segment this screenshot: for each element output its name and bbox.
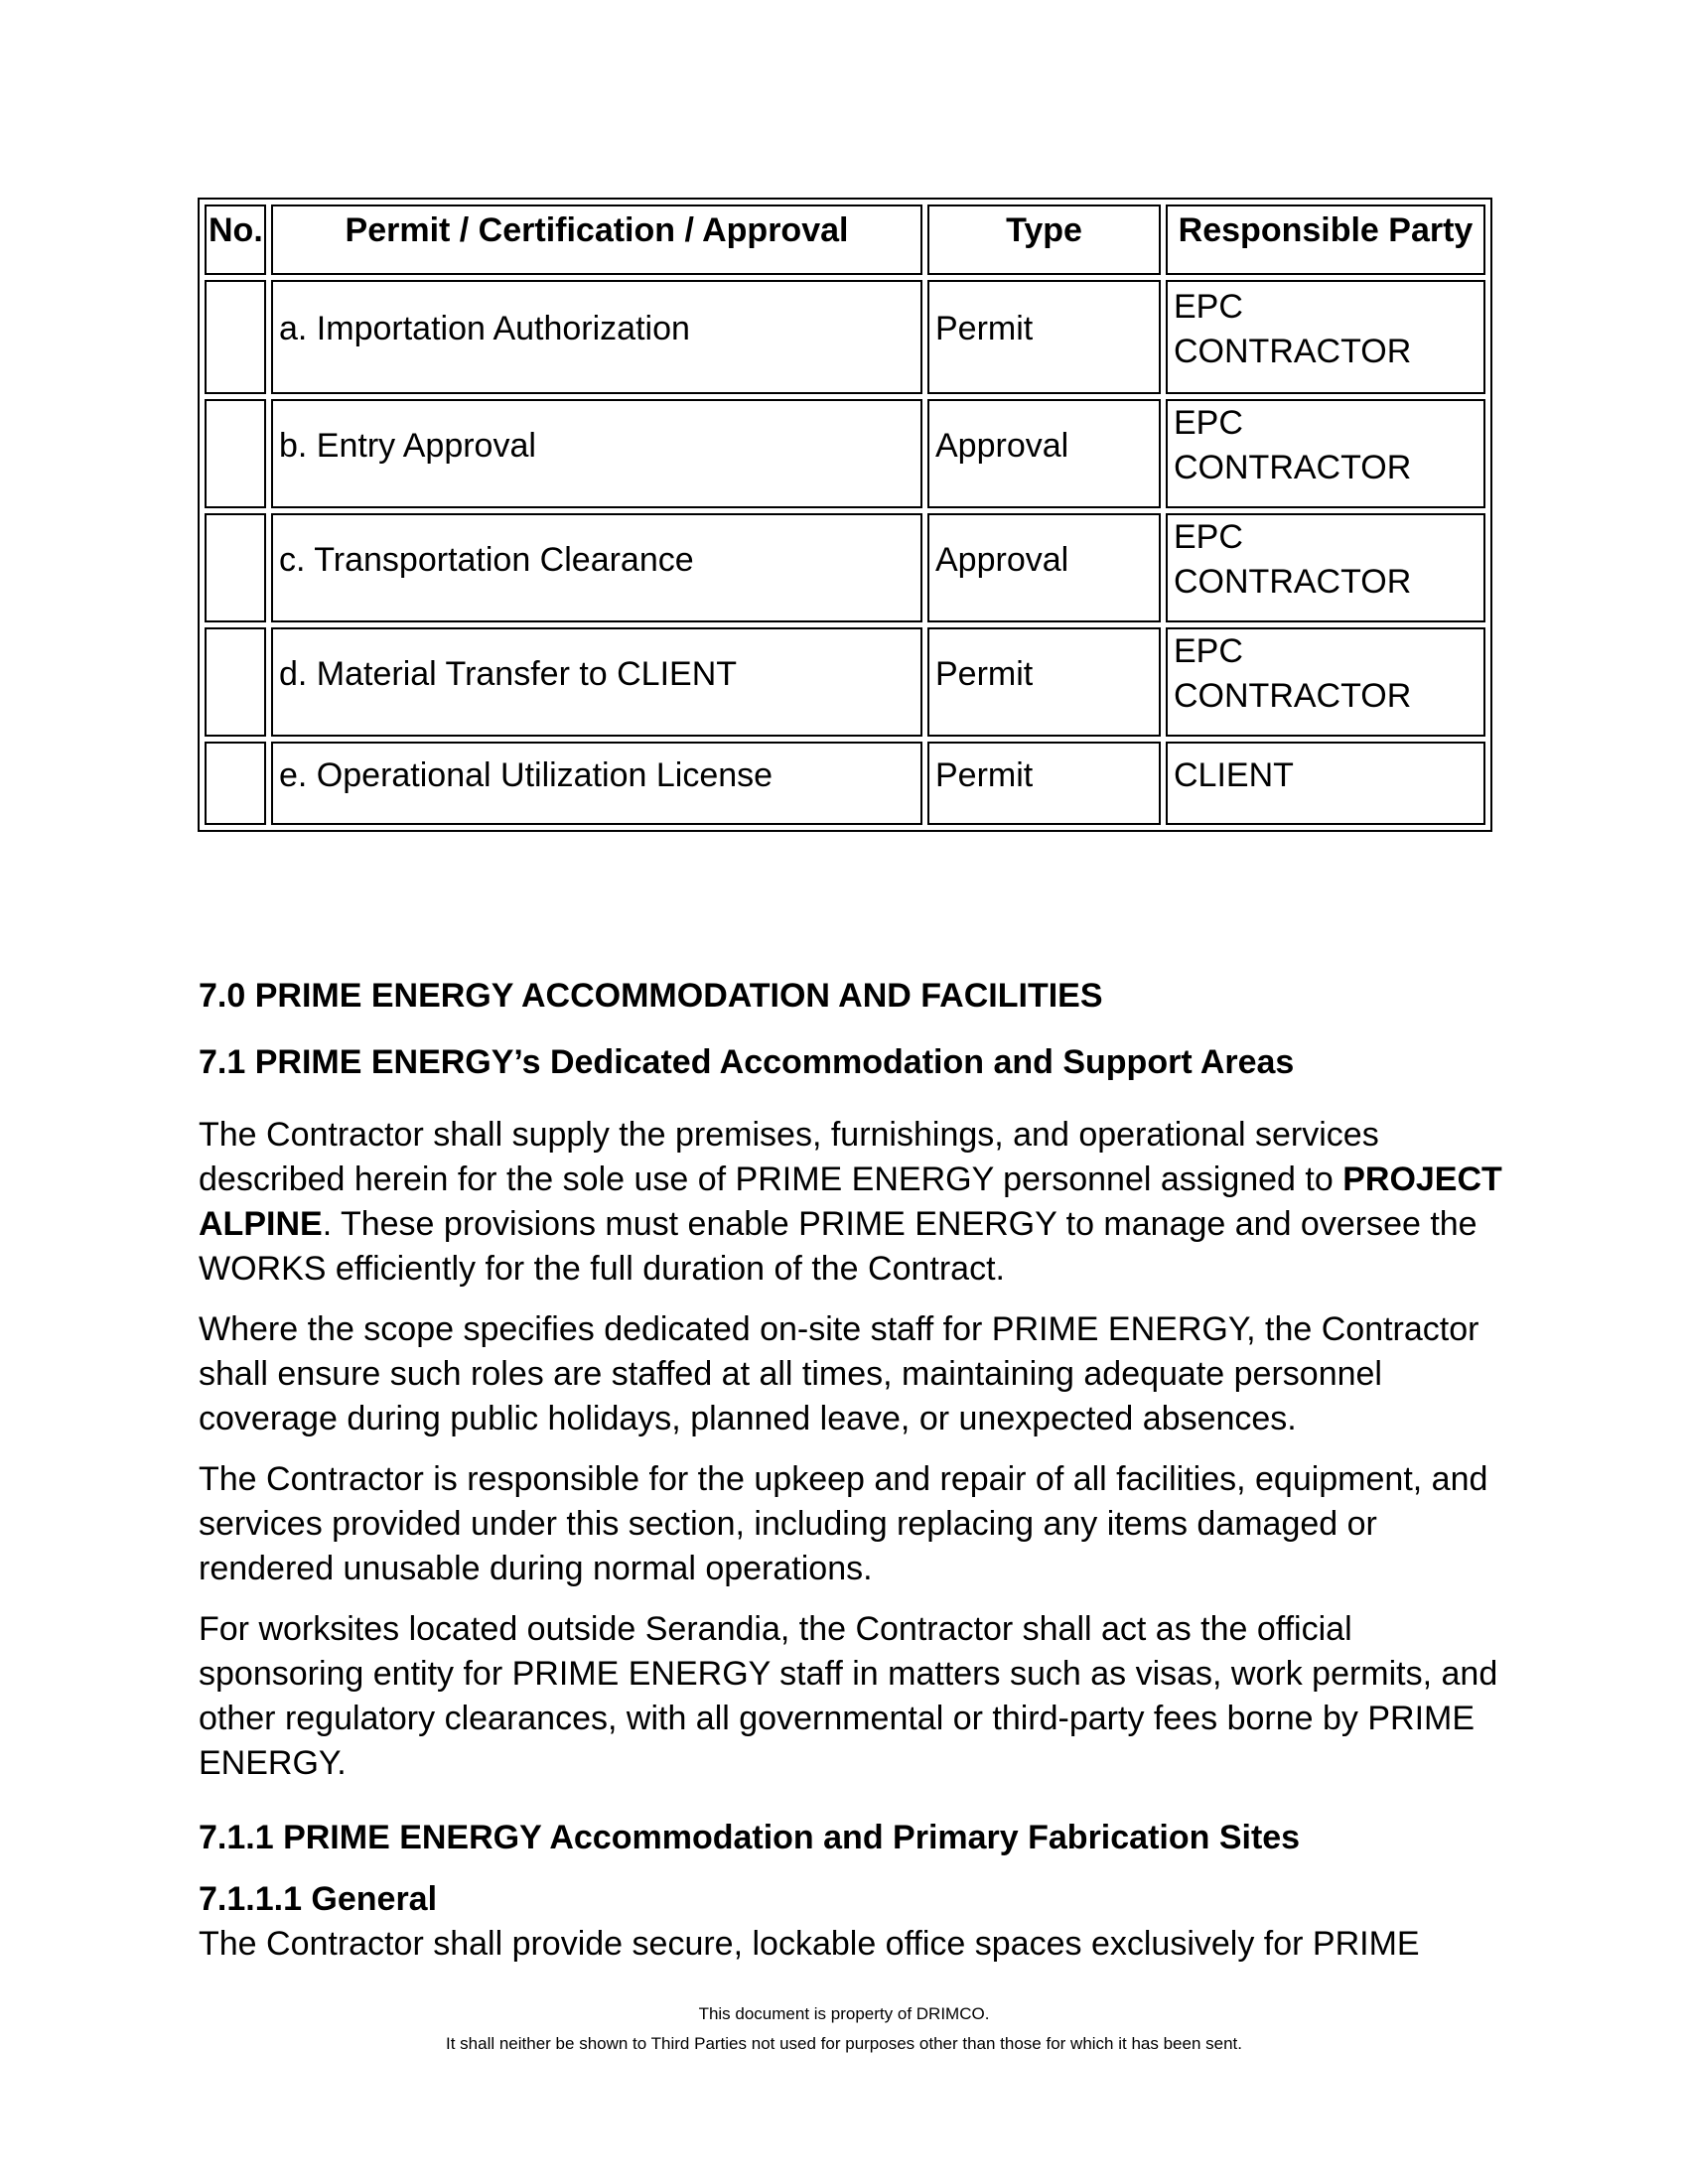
cell-type: Approval bbox=[927, 399, 1161, 508]
cell-permit: d. Material Transfer to CLIENT bbox=[271, 627, 922, 737]
permits-table bbox=[198, 198, 1492, 832]
cell-no bbox=[205, 513, 266, 622]
table-row bbox=[205, 513, 1485, 622]
cell-permit: e. Operational Utilization License bbox=[271, 742, 922, 825]
cell-permit: c. Transportation Clearance bbox=[271, 513, 922, 622]
cell-permit: b. Entry Approval bbox=[271, 399, 922, 508]
cell-type: Approval bbox=[927, 513, 1161, 622]
cell-party: EPC CONTRACTOR bbox=[1166, 280, 1485, 394]
cell-party: EPC CONTRACTOR bbox=[1166, 399, 1485, 508]
paragraph-text: The Contractor shall supply the premises, furnishings, and operational services described herein for the sole use of PRIME ENERGY personnel assigned to bbox=[199, 1116, 1379, 1198]
cell-permit: a. Importation Authorization bbox=[271, 280, 922, 394]
cell-party: EPC CONTRACTOR bbox=[1166, 627, 1485, 737]
cell-party: CLIENT bbox=[1166, 742, 1485, 825]
cell-no bbox=[205, 399, 266, 508]
cell-type: Permit bbox=[927, 742, 1161, 825]
table-header-type: Type bbox=[927, 205, 1161, 275]
footer-line-2: It shall neither be shown to Third Parties not used for purposes other than those for which it has been sent. bbox=[446, 2034, 1242, 2053]
paragraph-staffing: Where the scope specifies dedicated on-site staff for PRIME ENERGY, the Contractor shall ensure such roles are staffed at all times, maintaining adequate personnel coverage during public holidays, planned leave, or unexpected absences. bbox=[199, 1310, 1479, 1437]
heading-7-1-1-1: 7.1.1.1 General bbox=[199, 1880, 438, 1918]
heading-7-0: 7.0 PRIME ENERGY ACCOMMODATION AND FACILITIES bbox=[199, 977, 1103, 1015]
table-header-permit: Permit / Certification / Approval bbox=[271, 205, 922, 275]
cell-no bbox=[205, 742, 266, 825]
cell-no bbox=[205, 280, 266, 394]
table-row bbox=[205, 742, 1485, 825]
table-header-no: No. bbox=[205, 205, 266, 275]
heading-7-1: 7.1 PRIME ENERGY’s Dedicated Accommodation and Support Areas bbox=[199, 1043, 1295, 1081]
cell-party: EPC CONTRACTOR bbox=[1166, 513, 1485, 622]
cell-no bbox=[205, 627, 266, 737]
paragraph-sponsorship: For worksites located outside Serandia, the Contractor shall act as the official sponsoring entity for PRIME ENERGY staff in matters such as visas, work permits, and other regulatory clearances, with all governmental or third-party fees borne by PRIME ENERGY. bbox=[199, 1610, 1498, 1782]
page-footer bbox=[0, 1999, 1688, 2059]
paragraph-accommodation-scope bbox=[199, 1113, 1509, 1292]
table-row bbox=[205, 280, 1485, 394]
cell-type: Permit bbox=[927, 627, 1161, 737]
project-name-bold: PROJECT ALPINE bbox=[199, 1160, 1502, 1243]
table-header-party: Responsible Party bbox=[1166, 205, 1485, 275]
table-row bbox=[205, 399, 1485, 508]
footer-line-1: This document is property of DRIMCO. bbox=[698, 2004, 990, 2023]
paragraph-office-spaces: The Contractor shall provide secure, lockable office spaces exclusively for PRIME bbox=[199, 1925, 1420, 1963]
document-content bbox=[198, 198, 1510, 1982]
heading-7-1-1: 7.1.1 PRIME ENERGY Accommodation and Primary Fabrication Sites bbox=[199, 1819, 1301, 1856]
paragraph-text: . These provisions must enable PRIME ENERGY to manage and oversee the WORKS efficiently for the full duration of the Contract. bbox=[199, 1205, 1477, 1288]
table-header-row bbox=[205, 205, 1485, 275]
paragraph-upkeep: The Contractor is responsible for the upkeep and repair of all facilities, equipment, and services provided under this section, including replacing any items damaged or rendered unusable during normal operations. bbox=[199, 1460, 1488, 1587]
table-row bbox=[205, 627, 1485, 737]
cell-type: Permit bbox=[927, 280, 1161, 394]
